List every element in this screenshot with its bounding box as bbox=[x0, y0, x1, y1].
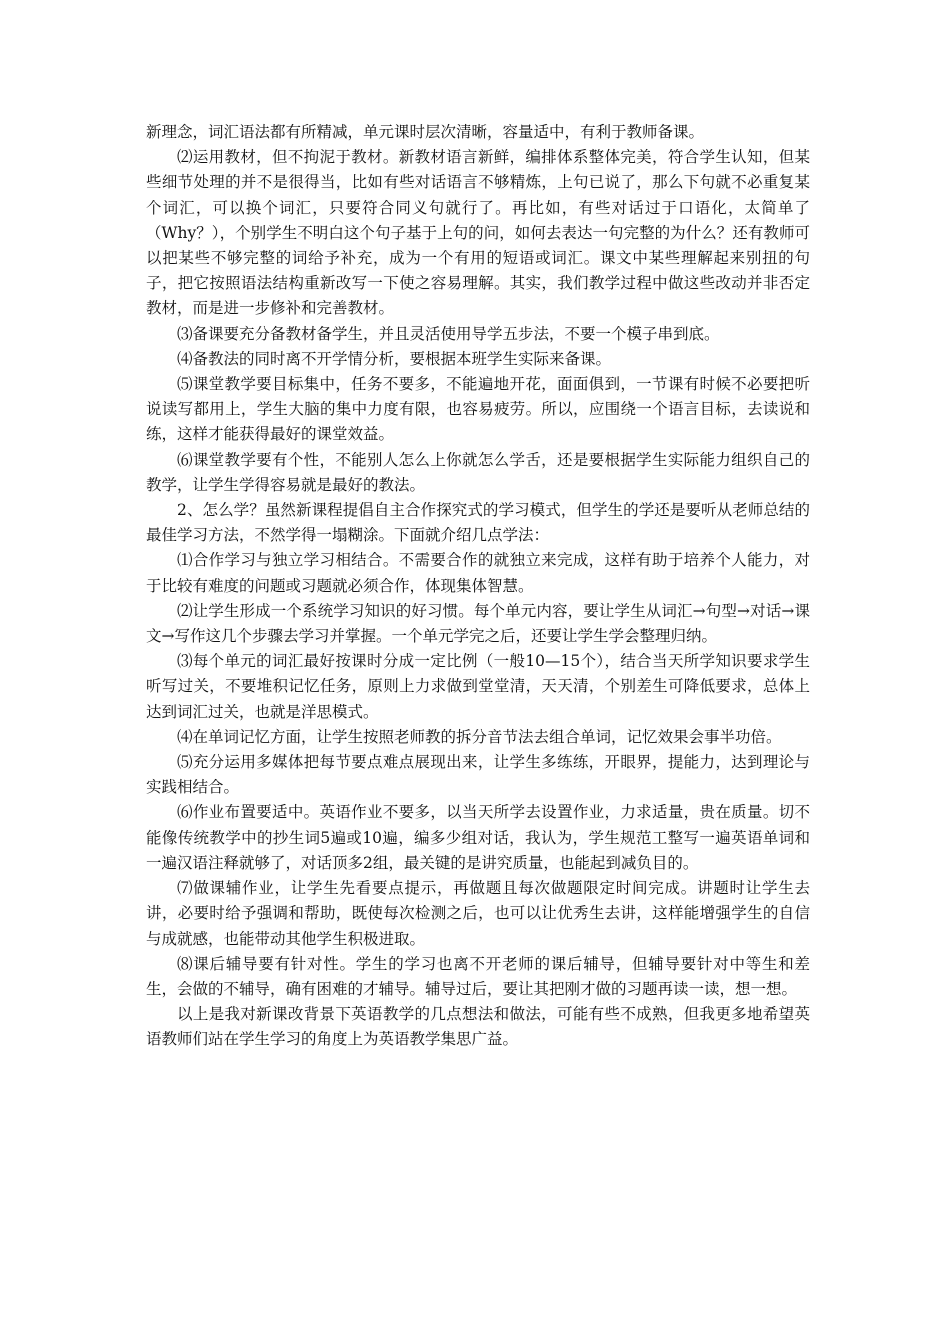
paragraph: ⑶每个单元的词汇最好按课时分成一定比例（一般10—15个），结合当天所学知识要求学生听写过关，不要堆积记忆任务，原则上力求做到堂堂清，天天清，个别差生可降低要求，总体上达到词汇过关，也就是洋思模式。 bbox=[146, 652, 810, 721]
paragraph: ⑵让学生形成一个系统学习知识的好习惯。每个单元内容，要让学生从词汇→句型→对话→课文→写作这几个步骤去学习并掌握。一个单元学完之后，还要让学生学会整理归纳。 bbox=[146, 601, 810, 646]
paragraph: ⑹课堂教学要有个性，不能别人怎么上你就怎么学舌，还是要根据学生实际能力组织自己的教学，让学生学得容易就是最好的教法。 bbox=[146, 450, 810, 494]
paragraph: ⑸充分运用多媒体把每节要点难点展现出来，让学生多练练，开眼界，提能力，达到理论与实践相结合。 bbox=[146, 753, 810, 797]
paragraph: ⑵运用教材，但不拘泥于教材。新教材语言新鲜，编排体系整体完美，符合学生认知，但某些细节处理的并不是很得当，比如有些对话语言不够精炼，上句已说了，那么下句就不必重复某个词汇，可以换个词汇，只要符合同义句就行了。再比如，有些对话过于口语化，太简单了（Why？），个别学生不明白这个句子基于上句的问，如何去表达一句完整的为什么？还有教师可以把某些不够完整的词给予补充，成为一个有用的短语或词汇。课文中某些理解起来别扭的句子，把它按照语法结构重新改写一下使之容易理解。其实，我们教学过程中做这些改动并非否定教材，而是进一步修补和完善教材。 bbox=[146, 148, 810, 318]
paragraph: ⑶备课要充分备教材备学生，并且灵活使用导学五步法，不要一个模子串到底。 bbox=[177, 324, 720, 343]
paragraph: ⑻课后辅导要有针对性。学生的学习也离不开老师的课后辅导，但辅导要针对中等生和差生，会做的不辅导，确有困难的才辅导。辅导过后，要让其把刚才做的习题再读一读，想一想。 bbox=[146, 954, 810, 998]
document-body bbox=[146, 120, 810, 1053]
paragraph: ⑹作业布置要适中。英语作业不要多，以当天所学去设置作业，力求适量，贵在质量。切不能像传统教学中的抄生词5遍或10遍，编多少组对话，我认为，学生规范工整写一遍英语单词和一遍汉语注释就够了，对话顶多2组，最关键的是讲究质量，也能起到减负目的。 bbox=[146, 803, 810, 872]
conclusion-paragraph: 以上是我对新课改背景下英语教学的几点想法和做法，可能有些不成熟，但我更多地希望英语教师们站在学生学习的角度上为英语教学集思广益。 bbox=[146, 1005, 810, 1049]
paragraph: ⑷备教法的同时离不开学情分析，要根据本班学生实际来备课。 bbox=[177, 349, 612, 368]
paragraph: ⑸课堂教学要目标集中，任务不要多，不能遍地开花，面面俱到，一节课有时候不必要把听说读写都用上，学生大脑的集中力度有限，也容易疲劳。所以，应围绕一个语言目标，去读说和练，这样才能获得最好的课堂效益。 bbox=[146, 375, 810, 444]
section-heading-paragraph: 2、怎么学？虽然新课程提倡自主合作探究式的学习模式，但学生的学还是要听从老师总结的最佳学习方法，不然学得一塌糊涂。下面就介绍几点学法： bbox=[146, 501, 810, 545]
paragraph: ⑺做课辅作业，让学生先看要点提示，再做题且每次做题限定时间完成。讲题时让学生去讲，必要时给予强调和帮助，既使每次检测之后，也可以让优秀生去讲，这样能增强学生的自信与成就感，也能带动其他学生积极进取。 bbox=[146, 879, 810, 948]
paragraph: ⑴合作学习与独立学习相结合。不需要合作的就独立来完成，这样有助于培养个人能力，对于比较有难度的问题或习题就必须合作，体现集体智慧。 bbox=[146, 551, 810, 595]
paragraph: 新理念，词汇语法都有所精减，单元课时层次清晰，容量适中，有利于教师备课。 bbox=[146, 123, 705, 141]
paragraph: ⑷在单词记忆方面，让学生按照老师教的拆分音节法去组合单词，记忆效果会事半功倍。 bbox=[177, 727, 782, 746]
